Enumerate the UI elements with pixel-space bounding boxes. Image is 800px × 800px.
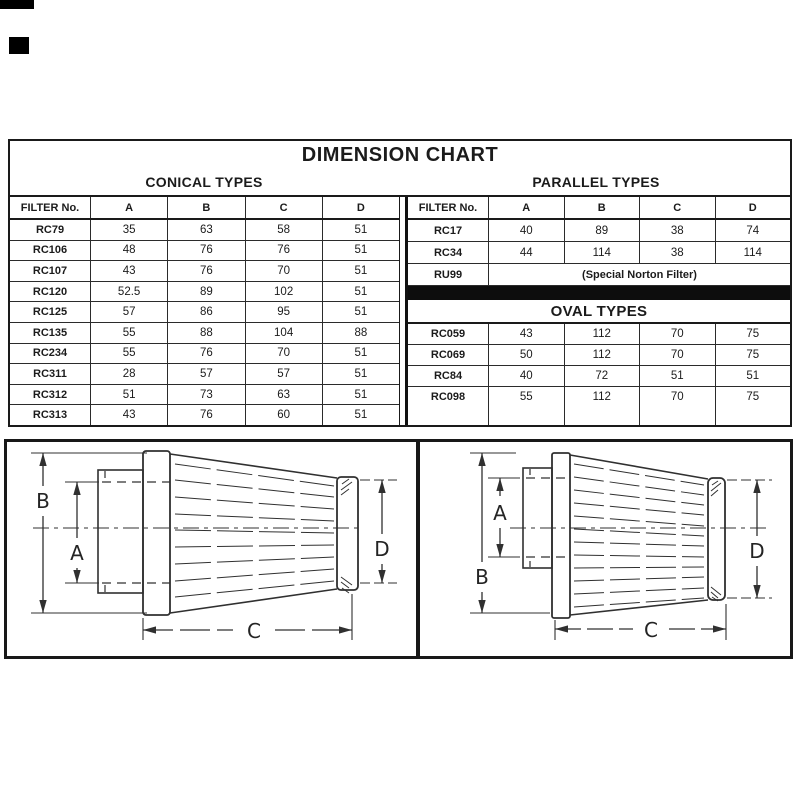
dim-d-extension-lines xyxy=(360,480,397,583)
filter-pleats xyxy=(175,464,334,597)
header-cell: C xyxy=(639,197,715,218)
filter-no-cell: RC311 xyxy=(33,367,67,380)
end-cap-hatch xyxy=(341,479,352,593)
parallel-oval-table xyxy=(405,197,790,425)
dim-cell: 89 xyxy=(167,282,244,302)
dim-cell: 28 xyxy=(90,364,167,384)
table-row xyxy=(10,344,399,365)
filter-no-cell: RC17 xyxy=(433,224,463,237)
dim-cell: 75 xyxy=(715,387,791,425)
header-cell: B xyxy=(167,197,244,218)
header-cell: A xyxy=(90,197,167,218)
dim-cell: 35 xyxy=(90,220,167,240)
filter-neck xyxy=(98,470,143,593)
filter-no-cell: RC059 xyxy=(430,328,466,340)
filter-no-cell: RC234 xyxy=(32,347,68,360)
filter-no-cell: RC098 xyxy=(430,391,466,403)
table-row xyxy=(10,323,399,344)
dim-label-d: D xyxy=(749,539,765,563)
dim-cell: 76 xyxy=(245,241,322,261)
dim-cell: 57 xyxy=(90,302,167,322)
header-cell: FILTER No. xyxy=(20,201,80,214)
dim-cell: 51 xyxy=(322,405,399,425)
dim-cell: 55 xyxy=(488,387,564,425)
dim-cell: 40 xyxy=(488,220,564,241)
conical-filter-diagram xyxy=(4,439,418,659)
dim-cell: 48 xyxy=(90,241,167,261)
dim-cell: 63 xyxy=(245,385,322,405)
cone-body xyxy=(170,454,337,613)
header-cell: B xyxy=(564,197,640,218)
conical-header-row xyxy=(10,197,399,220)
filter-no-cell: RC84 xyxy=(433,370,463,382)
dim-cell: 112 xyxy=(564,345,640,365)
filter-no-cell: RC120 xyxy=(32,285,68,298)
dim-label-a: A xyxy=(70,541,84,565)
dim-cell: 38 xyxy=(639,242,715,263)
table-row xyxy=(408,242,790,264)
table-row xyxy=(408,387,790,425)
oval-section-title: OVAL TYPES xyxy=(408,300,790,324)
dimension-chart xyxy=(8,139,792,427)
special-note-cell: (Special Norton Filter) xyxy=(488,264,790,285)
dim-cell: 57 xyxy=(167,364,244,384)
dim-cell: 88 xyxy=(167,323,244,343)
dim-cell: 38 xyxy=(639,220,715,241)
dim-cell: 55 xyxy=(90,323,167,343)
table-row xyxy=(408,220,790,242)
conical-filter-drawing xyxy=(7,442,416,656)
dim-cell: 51 xyxy=(322,344,399,364)
section-separator-bar xyxy=(408,286,790,300)
dim-cell: 70 xyxy=(245,344,322,364)
header-cell: C xyxy=(245,197,322,218)
dim-cell: 72 xyxy=(564,366,640,386)
table-row xyxy=(408,366,790,387)
dim-cell: 52.5 xyxy=(90,282,167,302)
filter-no-cell: RC313 xyxy=(32,409,68,422)
parallel-filter-drawing xyxy=(420,442,790,656)
dim-cell: 51 xyxy=(322,302,399,322)
dim-cell: 73 xyxy=(167,385,244,405)
special-filter-row xyxy=(408,264,790,286)
dim-cell: 50 xyxy=(488,345,564,365)
dim-cell: 89 xyxy=(564,220,640,241)
table-row xyxy=(10,405,399,425)
table-row xyxy=(408,324,790,345)
dim-a-extension-lines xyxy=(65,482,99,583)
dim-cell: 70 xyxy=(639,324,715,344)
filter-no-cell: RC125 xyxy=(32,306,68,319)
filter-no-cell: RC069 xyxy=(430,349,466,361)
dim-label-b: B xyxy=(36,489,50,513)
table-row xyxy=(10,220,399,241)
table-row xyxy=(10,385,399,406)
dim-cell: 43 xyxy=(488,324,564,344)
dim-cell: 51 xyxy=(322,282,399,302)
dim-label-b: B xyxy=(475,565,489,589)
dim-cell: 86 xyxy=(167,302,244,322)
neck-diameter-dashes xyxy=(102,482,170,583)
filter-no-cell: RC107 xyxy=(32,264,68,277)
dim-cell: 43 xyxy=(90,261,167,281)
dim-cell: 88 xyxy=(322,323,399,343)
dim-cell: 74 xyxy=(715,220,791,241)
filter-no-cell: RC312 xyxy=(32,388,68,401)
parallel-header-row xyxy=(408,197,790,220)
dim-cell: 76 xyxy=(167,261,244,281)
dim-cell: 104 xyxy=(245,323,322,343)
dim-cell: 57 xyxy=(245,364,322,384)
dim-label-d: D xyxy=(374,537,390,561)
filter-pleats xyxy=(574,464,704,607)
parallel-filter-diagram xyxy=(418,439,793,659)
dim-cell: 51 xyxy=(90,385,167,405)
dim-cell: 112 xyxy=(564,324,640,344)
filter-no-cell: RC106 xyxy=(32,244,68,257)
table-row xyxy=(408,345,790,366)
dim-b-extension-lines xyxy=(31,453,147,613)
dim-cell: 40 xyxy=(488,366,564,386)
dim-cell: 63 xyxy=(167,220,244,240)
dim-cell: 75 xyxy=(715,345,791,365)
header-cell: FILTER No. xyxy=(418,201,478,214)
neck-diameter-dashes xyxy=(526,478,570,557)
conical-table xyxy=(10,197,400,425)
dim-cell: 102 xyxy=(245,282,322,302)
dim-cell: 70 xyxy=(639,345,715,365)
scan-artifact-bar xyxy=(0,0,34,9)
filter-flange xyxy=(143,451,170,615)
header-cell: D xyxy=(322,197,399,218)
table-row xyxy=(10,364,399,385)
dim-cell: 43 xyxy=(90,405,167,425)
dim-cell: 114 xyxy=(715,242,791,263)
header-cell: D xyxy=(715,197,791,218)
dim-cell: 51 xyxy=(322,241,399,261)
dim-cell: 75 xyxy=(715,324,791,344)
dim-cell: 112 xyxy=(564,387,640,425)
dim-cell: 70 xyxy=(245,261,322,281)
tables-area xyxy=(10,195,790,425)
filter-no-cell: RU99 xyxy=(433,268,463,281)
chart-title: DIMENSION CHART xyxy=(301,143,499,166)
dim-cell: 95 xyxy=(245,302,322,322)
dim-cell: 55 xyxy=(90,344,167,364)
dim-cell: 58 xyxy=(245,220,322,240)
dim-cell: 51 xyxy=(322,220,399,240)
dim-cell: 44 xyxy=(488,242,564,263)
table-row xyxy=(10,282,399,303)
dim-cell: 76 xyxy=(167,344,244,364)
dim-cell: 76 xyxy=(167,241,244,261)
dim-cell: 51 xyxy=(639,366,715,386)
table-row xyxy=(10,302,399,323)
dim-cell: 51 xyxy=(322,261,399,281)
dim-label-c: C xyxy=(644,618,658,642)
conical-section-title: CONICAL TYPES xyxy=(145,174,263,190)
table-row xyxy=(10,241,399,262)
dim-c-extension-lines xyxy=(555,604,726,640)
dim-label-c: C xyxy=(247,619,261,643)
table-row xyxy=(10,261,399,282)
end-cap xyxy=(337,477,358,590)
dim-cell: 51 xyxy=(322,385,399,405)
dim-cell: 76 xyxy=(167,405,244,425)
section-title-row xyxy=(10,169,790,195)
filter-no-cell: RC135 xyxy=(32,326,68,339)
filter-neck xyxy=(523,468,552,568)
dim-cell: 60 xyxy=(245,405,322,425)
filter-no-cell: RC79 xyxy=(35,223,65,236)
scan-artifact-square xyxy=(9,37,29,54)
dim-cell: 70 xyxy=(639,387,715,425)
dim-cell: 114 xyxy=(564,242,640,263)
end-cap-hatch xyxy=(711,481,721,601)
filter-no-cell: RC34 xyxy=(433,246,463,259)
end-cap xyxy=(708,478,725,600)
parallel-section-title: PARALLEL TYPES xyxy=(532,174,660,190)
header-cell: A xyxy=(488,197,564,218)
dim-label-a: A xyxy=(493,501,507,525)
dim-cell: 51 xyxy=(715,366,791,386)
dim-cell: 51 xyxy=(322,364,399,384)
